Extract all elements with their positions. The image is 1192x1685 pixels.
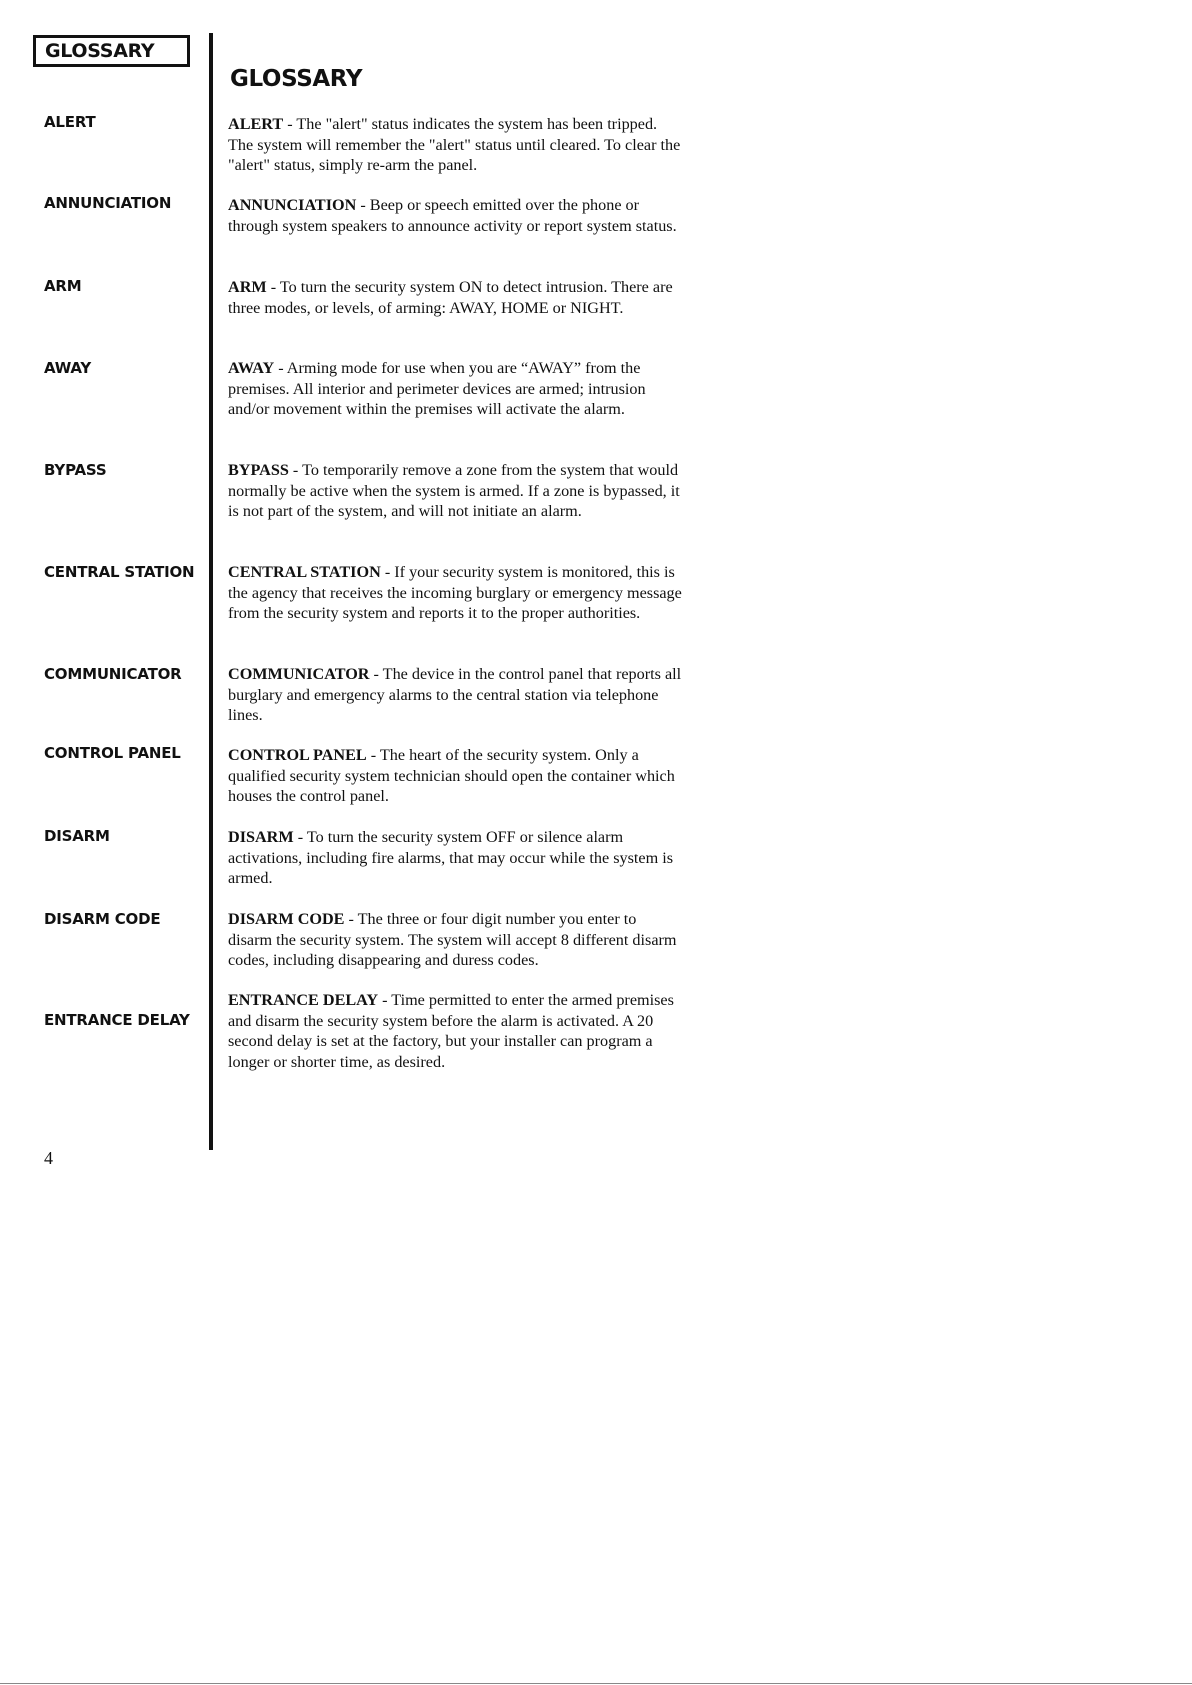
glossary-entry xyxy=(228,827,684,889)
vertical-divider xyxy=(209,33,213,1150)
sidebar-term-communicator: COMMUNICATOR xyxy=(44,665,182,683)
glossary-entry xyxy=(228,664,684,726)
glossary-entry xyxy=(228,562,684,624)
glossary-entry xyxy=(228,745,684,807)
glossary-entry xyxy=(228,358,684,420)
entry-definition: - If your security system is monitored, this is the agency that receives the incoming burglary or emergency message from the security system and reports it to the proper authorities. xyxy=(228,563,682,622)
page-title: GLOSSARY xyxy=(230,66,363,92)
glossary-entry xyxy=(228,277,684,318)
entry-term: ENTRANCE DELAY xyxy=(228,991,379,1009)
sidebar-term-arm: ARM xyxy=(44,277,82,295)
entry-definition: - To temporarily remove a zone from the system that would normally be active when the system is armed. If a zone is bypassed, it is not part of the system, and will not initiate an alarm. xyxy=(228,461,680,520)
section-tab xyxy=(33,35,190,67)
entry-definition: - Beep or speech emitted over the phone or through system speakers to announce activity or report system status. xyxy=(228,196,677,235)
entry-definition: - Arming mode for use when you are “AWAY” from the premises. All interior and perimeter devices are armed; intrusion and/or movement within the premises will activate the alarm. xyxy=(228,359,646,418)
entry-definition: - To turn the security system OFF or silence alarm activations, including fire alarms, that may occur while the system is armed. xyxy=(228,828,674,887)
glossary-entry xyxy=(228,909,684,971)
bottom-rule xyxy=(0,1683,1192,1684)
sidebar-term-entrance-delay: ENTRANCE DELAY xyxy=(44,1011,190,1029)
sidebar-term-disarm: DISARM xyxy=(44,827,110,845)
section-tab-label: GLOSSARY xyxy=(45,40,155,62)
glossary-entry xyxy=(228,114,684,176)
sidebar-term-control-panel: CONTROL PANEL xyxy=(44,744,181,762)
sidebar-term-annunciation: ANNUNCIATION xyxy=(44,194,172,212)
glossary-entry xyxy=(228,195,684,236)
entry-term: ARM xyxy=(228,278,267,296)
entry-term: CENTRAL STATION xyxy=(228,563,381,581)
entry-term: DISARM CODE xyxy=(228,910,345,928)
sidebar-term-disarm-code: DISARM CODE xyxy=(44,910,161,928)
glossary-entry xyxy=(228,990,684,1072)
sidebar-term-bypass: BYPASS xyxy=(44,461,107,479)
entry-term: BYPASS xyxy=(228,461,289,479)
sidebar-term-alert: ALERT xyxy=(44,113,96,131)
entry-definition: - Time permitted to enter the armed premises and disarm the security system before the alarm is activated. A 20 second delay is set at the factory, but your installer can program a longer or shorter time, as desired. xyxy=(228,991,674,1071)
sidebar-term-away: AWAY xyxy=(44,359,92,377)
entry-definition: - The device in the control panel that reports all burglary and emergency alarms to the central station via telephone lines. xyxy=(228,665,682,724)
entry-term: AWAY xyxy=(228,359,275,377)
glossary-entry xyxy=(228,460,684,522)
sidebar-term-central-station: CENTRAL STATION xyxy=(44,563,195,581)
entry-term: ALERT xyxy=(228,115,284,133)
entry-term: COMMUNICATOR xyxy=(228,665,370,683)
entry-definition: - The "alert" status indicates the system has been tripped. The system will remember the "alert" status until cleared. To clear the "alert" status, simply re-arm the panel. xyxy=(228,115,681,174)
entry-definition: - To turn the security system ON to detect intrusion. There are three modes, or levels, of arming: AWAY, HOME or NIGHT. xyxy=(228,278,673,317)
entry-term: CONTROL PANEL xyxy=(228,746,367,764)
entry-term: DISARM xyxy=(228,828,294,846)
entry-definition: - The three or four digit number you enter to disarm the security system. The system will accept 8 different disarm codes, including disappearing and duress codes. xyxy=(228,910,677,969)
entry-definition: - The heart of the security system. Only a qualified security system technician should open the container which houses the control panel. xyxy=(228,746,675,805)
entry-term: ANNUNCIATION xyxy=(228,196,357,214)
page-number: 4 xyxy=(44,1148,53,1168)
